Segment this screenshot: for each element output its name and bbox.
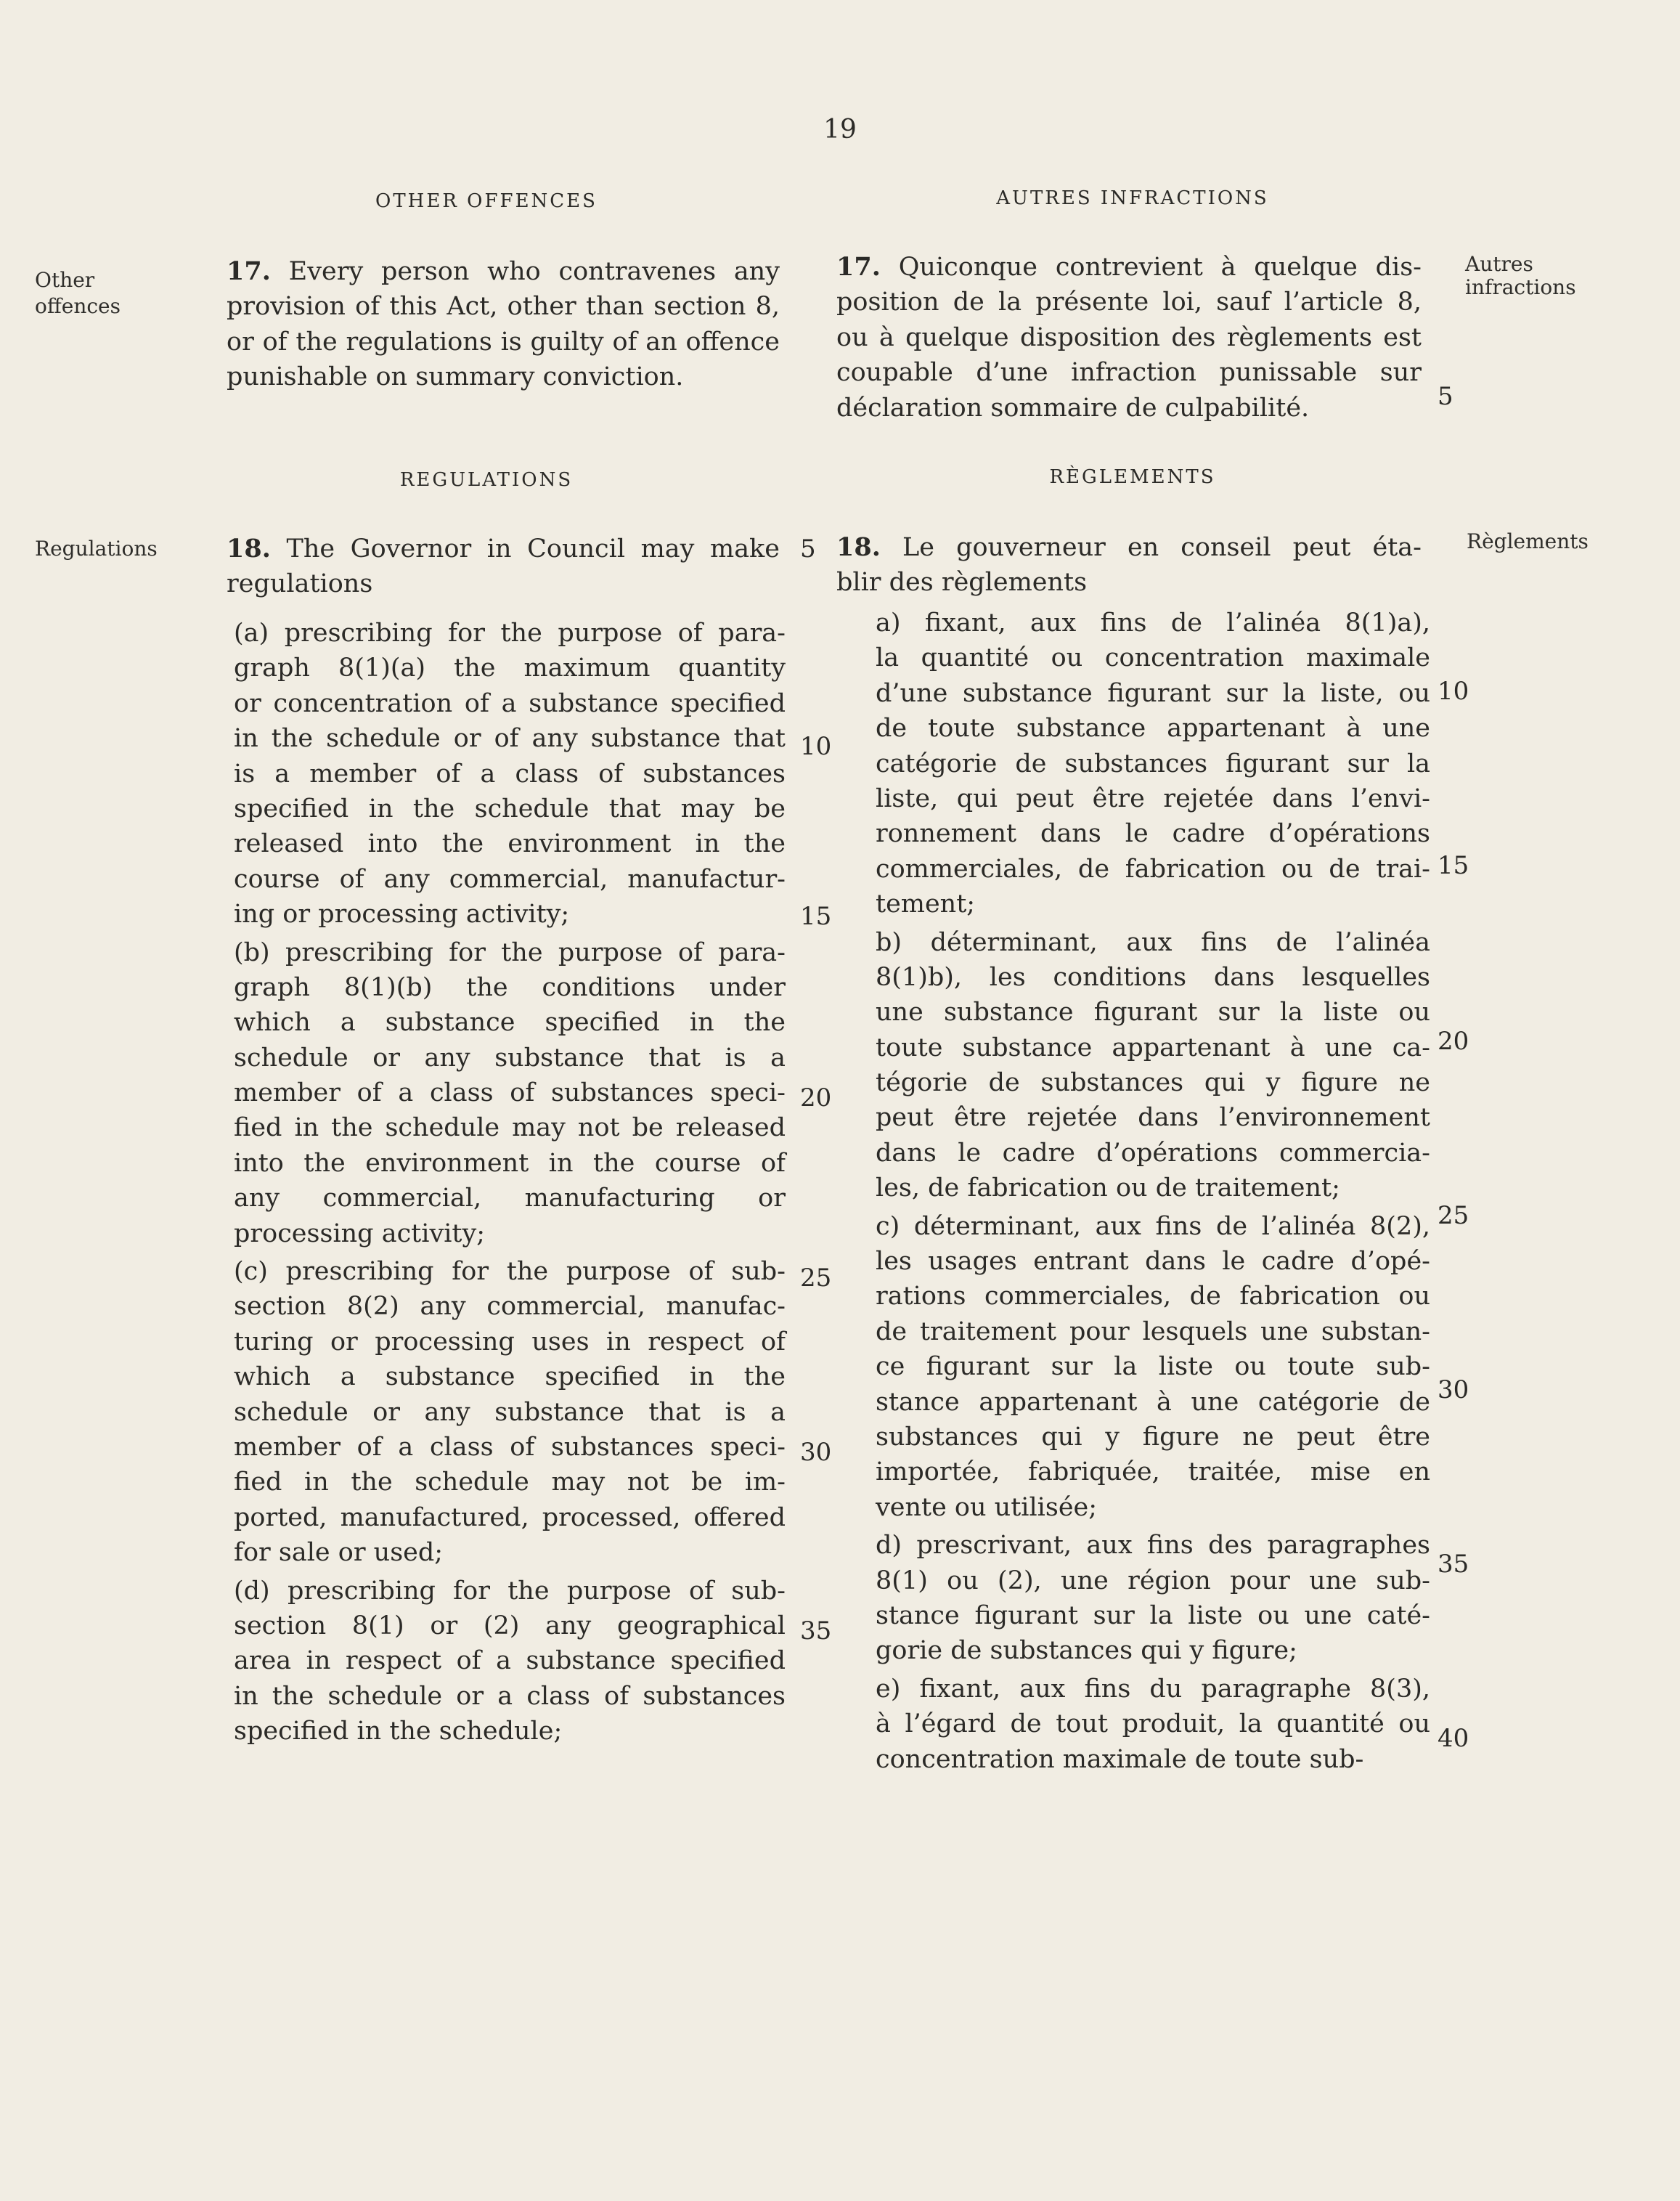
english-margin-other-offences: Other offences bbox=[35, 268, 121, 318]
text-line: member of a class of substances speci- bbox=[234, 1432, 786, 1462]
french-heading-autres-infractions: AUTRES INFRACTIONS bbox=[996, 187, 1269, 209]
text-line: les usages entrant dans le cadre d’opé- bbox=[876, 1247, 1430, 1277]
line-number: 30 bbox=[1438, 1375, 1469, 1404]
line-number: 25 bbox=[1438, 1201, 1469, 1230]
text-line: de toute substance appartenant à une bbox=[876, 714, 1430, 744]
french-item-b bbox=[876, 925, 1430, 1206]
text-line: (b) prescribing for the purpose of para- bbox=[234, 937, 786, 967]
text-line: area in respect of a substance specified bbox=[234, 1646, 786, 1676]
line-number: 35 bbox=[800, 1616, 832, 1645]
text-line: dans le cadre d’opérations commercia- bbox=[876, 1138, 1430, 1168]
line-number: 20 bbox=[800, 1083, 832, 1112]
text-line: liste, qui peut être rejetée dans l’envi- bbox=[876, 784, 1430, 813]
english-margin-regulations: Regulations bbox=[35, 537, 158, 561]
english-item-c bbox=[234, 1254, 786, 1571]
line-number: 20 bbox=[1438, 1027, 1469, 1056]
text-line: ronnement dans le cadre d’opérations bbox=[876, 819, 1430, 849]
english-section-18-items bbox=[234, 616, 786, 1752]
text-line: in the schedule or a class of substances bbox=[234, 1681, 786, 1711]
text-line: any commercial, manufacturing or bbox=[234, 1184, 786, 1213]
french-item-c bbox=[876, 1209, 1430, 1526]
text-line: tégorie de substances qui y figure ne bbox=[876, 1068, 1430, 1098]
french-heading-reglements: RÈGLEMENTS bbox=[1049, 466, 1216, 488]
text-line: peut être rejetée dans l’environnement bbox=[876, 1103, 1430, 1133]
french-item-a bbox=[876, 606, 1430, 922]
text-line: ce figurant sur la liste ou toute sub- bbox=[876, 1352, 1430, 1382]
text-line: toute substance appartenant à une ca- bbox=[876, 1033, 1430, 1062]
text-line: stance appartenant à une catégorie de bbox=[876, 1387, 1430, 1417]
text-line: processing activity; bbox=[234, 1219, 486, 1248]
text-line: importée, fabriquée, traitée, mise en bbox=[876, 1457, 1430, 1487]
text-line: la quantité ou concentration maximale bbox=[876, 643, 1430, 673]
english-heading-other-offences: OTHER OFFENCES bbox=[375, 190, 598, 212]
text-line: d) prescrivant, aux fins des paragraphes bbox=[876, 1531, 1430, 1561]
text-line: stance figurant sur la liste ou une caté- bbox=[876, 1600, 1430, 1630]
text-line: catégorie de substances figurant sur la bbox=[876, 749, 1430, 778]
text-line: section 8(2) any commercial, manufac- bbox=[234, 1292, 786, 1322]
text-line: tement; bbox=[876, 890, 976, 919]
text-line: released into the environment in the bbox=[234, 829, 786, 859]
text-line: course of any commercial, manufactur- bbox=[234, 864, 786, 894]
text-line: schedule or any substance that is a bbox=[234, 1397, 786, 1427]
text-line: specified in the schedule; bbox=[234, 1717, 563, 1746]
english-item-b bbox=[234, 935, 786, 1252]
text-line: section 8(1) or (2) any geographical bbox=[234, 1611, 786, 1640]
text-line: 8(1) ou (2), une région pour une sub- bbox=[876, 1566, 1430, 1595]
line-number: 5 bbox=[1438, 382, 1453, 411]
text-line: concentration maximale de toute sub- bbox=[876, 1744, 1364, 1774]
text-line: (c) prescribing for the purpose of sub- bbox=[234, 1257, 786, 1287]
english-section-17: 17. Every person who contravenes any provision of this Act, other than section 8, or of the regulations is guilty of an offence punishable on summary conviction. bbox=[227, 256, 780, 392]
line-number: 5 bbox=[800, 534, 816, 564]
text-line: c) déterminant, aux fins de l’alinéa 8(2), bbox=[876, 1211, 1430, 1241]
french-section-18: 18. Le gouverneur en conseil peut éta- blir des règlements bbox=[836, 532, 1422, 598]
text-line: (d) prescribing for the purpose of sub- bbox=[234, 1576, 786, 1606]
text-line: into the environment in the course of bbox=[234, 1148, 786, 1178]
text-line: 8(1)b), les conditions dans lesquelles bbox=[876, 962, 1430, 992]
english-item-a bbox=[234, 616, 786, 932]
english-section-18: 18. The Governor in Council may make regulations bbox=[227, 534, 780, 599]
line-number: 35 bbox=[1438, 1550, 1469, 1579]
text-line: which a substance specified in the bbox=[234, 1008, 786, 1038]
english-heading-regulations: REGULATIONS bbox=[399, 469, 574, 491]
text-line: (a) prescribing for the purpose of para- bbox=[234, 619, 786, 648]
french-section-17: 17. Quiconque contrevient à quelque dis- position de la présente loi, sauf l’article 8, ou à quelque disposition des règlements est coupable d’une infraction punissable sur déclaration sommaire de culpabilité. bbox=[836, 252, 1422, 423]
french-item-d bbox=[876, 1528, 1430, 1669]
english-item-d bbox=[234, 1574, 786, 1749]
text-line: in the schedule or of any substance that bbox=[234, 724, 786, 754]
text-line: fied in the schedule may not be im- bbox=[234, 1468, 786, 1497]
text-line: ing or processing activity; bbox=[234, 900, 570, 929]
text-line: for sale or used; bbox=[234, 1538, 444, 1568]
line-number: 30 bbox=[800, 1438, 832, 1467]
text-line: turing or processing uses in respect of bbox=[234, 1327, 786, 1356]
text-line: specified in the schedule that may be bbox=[234, 794, 786, 823]
text-line: is a member of a class of substances bbox=[234, 759, 786, 789]
text-line: à l’égard de tout produit, la quantité ou bbox=[876, 1709, 1430, 1739]
text-line: gorie de substances qui y figure; bbox=[876, 1636, 1297, 1666]
french-margin-autres-infractions: Autres infractions bbox=[1465, 252, 1576, 299]
text-line: commerciales, de fabrication ou de trai- bbox=[876, 854, 1430, 884]
text-line: les, de fabrication ou de traitement; bbox=[876, 1173, 1340, 1203]
text-line: ported, manufactured, processed, offered bbox=[234, 1502, 786, 1532]
text-line: which a substance specified in the bbox=[234, 1362, 786, 1392]
text-line: a) fixant, aux fins de l’alinéa 8(1)a), bbox=[876, 609, 1430, 638]
text-line: fied in the schedule may not be released bbox=[234, 1113, 786, 1143]
text-line: e) fixant, aux fins du paragraphe 8(3), bbox=[876, 1674, 1430, 1704]
line-number: 15 bbox=[1438, 851, 1469, 880]
text-line: member of a class of substances speci- bbox=[234, 1078, 786, 1108]
french-section-18-items bbox=[876, 606, 1430, 1780]
line-number: 10 bbox=[800, 732, 832, 761]
french-item-e bbox=[876, 1672, 1430, 1777]
text-line: une substance figurant sur la liste ou bbox=[876, 998, 1430, 1028]
text-line: substances qui y figure ne peut être bbox=[876, 1422, 1430, 1452]
line-number: 15 bbox=[800, 902, 832, 931]
french-margin-reglements: Règlements bbox=[1467, 529, 1589, 553]
text-line: graph 8(1)(b) the conditions under bbox=[234, 972, 786, 1002]
text-line: schedule or any substance that is a bbox=[234, 1043, 786, 1073]
line-number: 10 bbox=[1438, 677, 1469, 706]
text-line: d’une substance figurant sur la liste, ou bbox=[876, 678, 1430, 708]
text-line: rations commerciales, de fabrication ou bbox=[876, 1282, 1430, 1311]
page-number: 19 bbox=[823, 115, 857, 145]
line-number: 40 bbox=[1438, 1724, 1469, 1753]
text-line: b) déterminant, aux fins de l’alinéa bbox=[876, 927, 1430, 957]
text-line: de traitement pour lesquels une substan- bbox=[876, 1317, 1430, 1346]
line-number: 25 bbox=[800, 1264, 832, 1293]
text-line: graph 8(1)(a) the maximum quantity bbox=[234, 654, 786, 683]
text-line: or concentration of a substance specified bbox=[234, 688, 786, 718]
text-line: vente ou utilisée; bbox=[876, 1492, 1098, 1522]
